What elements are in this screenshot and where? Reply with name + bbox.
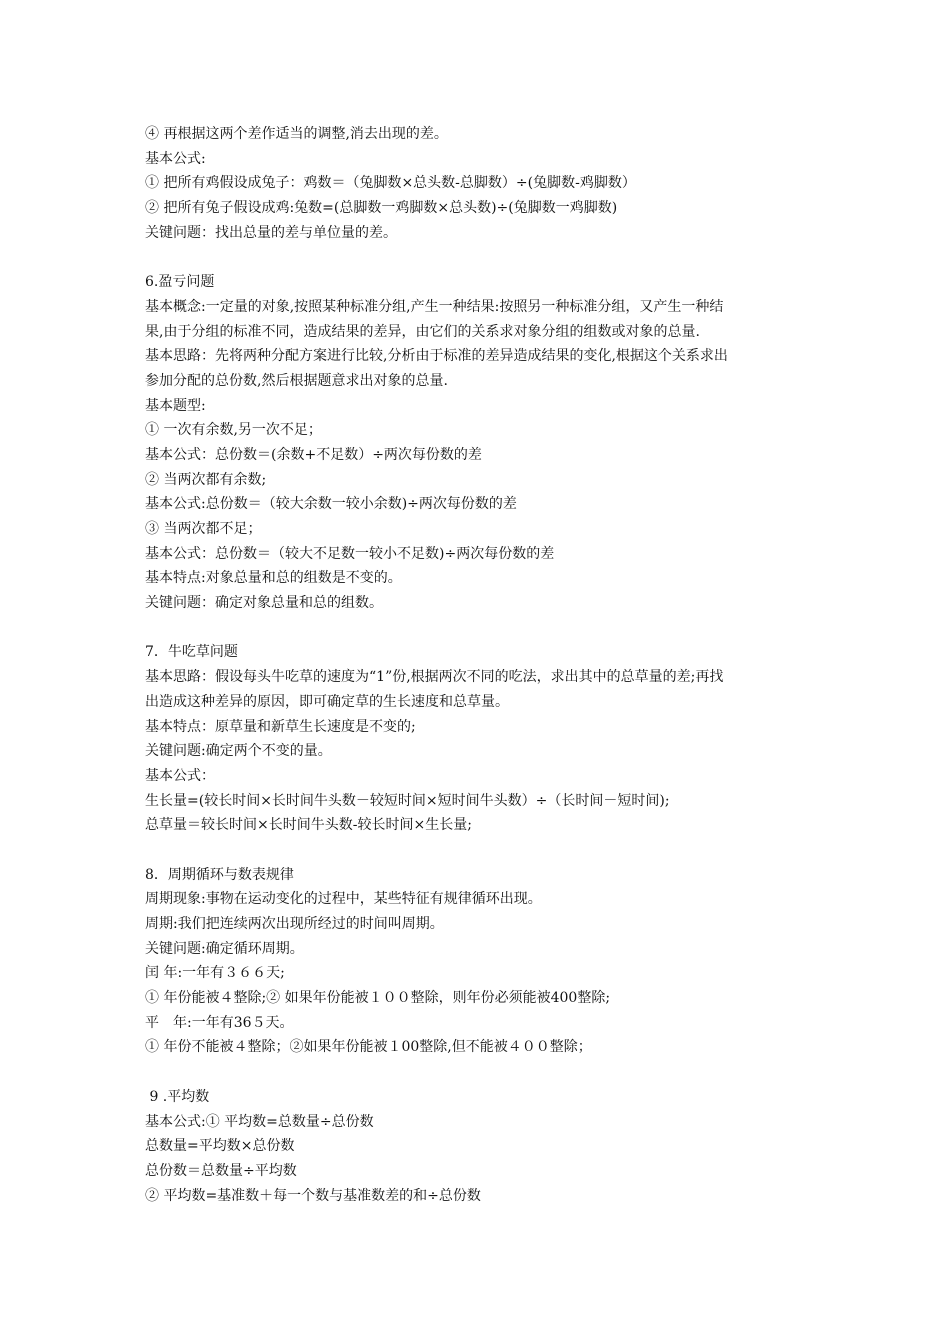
text-line: 总草量＝较长时间×长时间牛头数-较长时间×生长量; xyxy=(145,817,472,834)
text-line: ③ 当两次都不足； xyxy=(145,521,262,537)
text-line: 果,由于分组的标准不同，造成结果的差异，由它们的关系求对象分组的组数或对象的总量. xyxy=(145,323,700,340)
text-line: 关键问题：找出总量的差与单位量的差。 xyxy=(145,224,397,241)
text-line: 总数量=平均数×总份数 xyxy=(145,1138,295,1155)
text-line: ② 把所有兔子假设成鸡:兔数=(总脚数一鸡脚数×总头数)÷(兔脚数一鸡脚数) xyxy=(145,200,618,217)
paragraph-gap xyxy=(145,616,815,641)
section-heading: 6.盈亏问题 xyxy=(145,274,215,291)
text-line: 基本特点:对象总量和总的组数是不变的。 xyxy=(145,570,402,587)
text-line: ② 平均数=基准数＋每一个数与基准数差的和÷总份数 xyxy=(145,1187,481,1204)
text-line: ① 一次有余数,另一次不足； xyxy=(145,422,322,439)
text-line: 基本公式:① 平均数=总数量÷总份数 xyxy=(145,1113,374,1130)
text-line: 基本公式：总份数＝(余数+不足数）÷两次每份数的差 xyxy=(145,446,482,463)
paragraph-gap xyxy=(145,838,815,863)
text-line: 关键问题：确定对象总量和总的组数。 xyxy=(145,595,383,612)
text-line: 关键问题:确定循环周期。 xyxy=(145,940,304,957)
text-line: ④ 再根据这两个差作适当的调整,消去出现的差。 xyxy=(145,126,448,142)
text-line: 周期:我们把连续两次出现所经过的时间叫周期。 xyxy=(145,916,444,932)
text-line: 周期现象:事物在运动变化的过程中，某些特征有规律循环出现。 xyxy=(145,891,542,908)
text-line: 基本思路：先将两种分配方案进行比较,分析由于标准的差异造成结果的变化,根据这个关系求出 xyxy=(145,348,728,365)
text-line: 总份数＝总数量÷平均数 xyxy=(145,1162,297,1179)
paragraph-gap xyxy=(145,245,815,270)
text-line: 出造成这种差异的原因，即可确定草的生长速度和总草量。 xyxy=(145,693,509,710)
text-line: 基本题型: xyxy=(145,397,206,414)
text-line: 基本公式：总份数＝（较大不足数一较小不足数)÷两次每份数的差 xyxy=(145,545,555,562)
text-line: 生长量=(较长时间×长时间牛头数－较短时间×短时间牛头数）÷（长时间－短时间); xyxy=(145,792,670,809)
text-line: 基本公式:总份数＝（较大余数一较小余数)÷两次每份数的差 xyxy=(145,496,517,513)
document-page xyxy=(145,122,815,1208)
section-heading: 9 .平均数 xyxy=(145,1088,210,1105)
text-line: ① 年份不能被４整除；②如果年份能被１00整除,但不能被４００整除； xyxy=(145,1039,592,1056)
text-line: 基本特点：原草量和新草生长速度是不变的; xyxy=(145,718,416,735)
text-line: 基本思路：假设每头牛吃草的速度为“1”份,根据两次不同的吃法，求出其中的总草量的差;再找 xyxy=(145,669,724,686)
text-line: 平 年:一年有36５天。 xyxy=(145,1014,294,1031)
text-line: 基本公式： xyxy=(145,767,215,784)
text-line: 关键问题:确定两个不变的量。 xyxy=(145,743,332,760)
text-line: 参加分配的总份数,然后根据题意求出对象的总量. xyxy=(145,372,448,389)
text-line: ① 把所有鸡假设成兔子：鸡数＝（兔脚数×总头数-总脚数）÷(兔脚数-鸡脚数） xyxy=(145,175,636,192)
section-heading: 7．牛吃草问题 xyxy=(145,644,238,661)
text-line: 基本概念:一定量的对象,按照某种标准分组,产生一种结果:按照另一种标准分组，又产生一种结 xyxy=(145,298,724,315)
section-heading: 8．周期循环与数表规律 xyxy=(145,866,294,883)
text-line: 闰 年:一年有３６６天; xyxy=(145,965,285,982)
text-line: 基本公式: xyxy=(145,150,206,167)
text-line: ① 年份能被４整除;② 如果年份能被１００整除，则年份必须能被400整除; xyxy=(145,990,611,1007)
text-line: ② 当两次都有余数; xyxy=(145,471,267,488)
paragraph-gap xyxy=(145,1060,815,1085)
